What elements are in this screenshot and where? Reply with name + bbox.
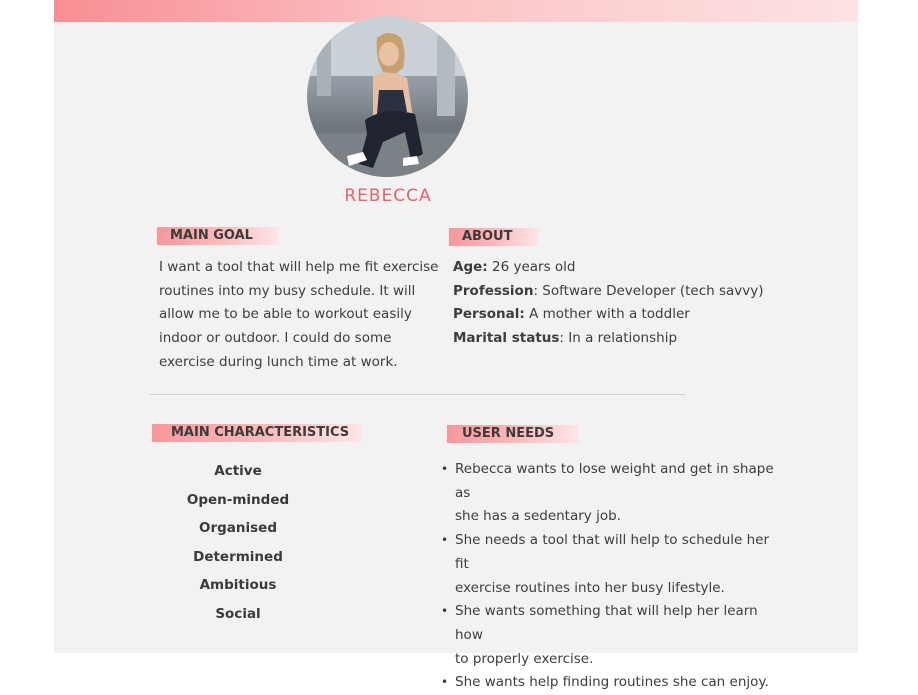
about-key: Personal <box>453 306 520 323</box>
main-goal-line: I want a tool that will help me fit exercise <box>159 259 439 275</box>
about-value: 26 years old <box>487 259 576 275</box>
trait-item: Organised <box>198 520 277 537</box>
trait-item: Active <box>214 463 262 479</box>
list-item <box>441 600 781 671</box>
need-line: she has a sedentary job. <box>455 508 621 525</box>
bullet-icon: • <box>441 604 449 619</box>
need-line: to properly exercise. <box>455 650 594 667</box>
need-line: She wants something that will help her learn how <box>455 603 758 643</box>
need-line: Rebecca wants to lose weight and get in shape as <box>455 461 774 501</box>
about-sep: : <box>533 282 539 299</box>
trait-item: Social <box>215 605 261 622</box>
about-age <box>453 256 773 280</box>
main-goal-line: allow me to be able to workout easily <box>159 306 412 323</box>
about-sep: : <box>519 306 525 323</box>
need-line: exercise routines into her busy lifestyle. <box>455 579 725 596</box>
about-personal <box>453 303 773 327</box>
about-key: Marital status <box>453 330 560 347</box>
main-goal-line: routines into my busy schedule. It will <box>159 282 416 299</box>
about-value: Software Developer (tech savvy) <box>538 282 764 299</box>
trait-item: Determined <box>193 548 283 565</box>
list-item <box>441 671 781 695</box>
need-line: She needs a tool that will help to schedule her fit <box>455 532 770 572</box>
main-goal-line: exercise during lunch time at work. <box>159 353 398 370</box>
user-needs-label: USER NEEDS <box>447 425 579 443</box>
about-value: A mother with a toddler <box>524 306 690 323</box>
user-needs-list <box>441 458 781 695</box>
characteristics-list <box>150 460 326 632</box>
about-key: Profession <box>453 282 534 299</box>
persona-name: REBECCA <box>344 186 432 206</box>
main-goal-line: indoor or outdoor. I could do some <box>159 330 392 347</box>
woman-sitting-photo-icon <box>307 16 468 177</box>
trait-item: Open-minded <box>186 491 290 508</box>
main-characteristics-label: MAIN CHARACTERISTICS <box>152 424 362 442</box>
about-sep: : <box>559 330 564 347</box>
about-key: Age <box>453 259 483 275</box>
list-item <box>441 529 781 600</box>
main-goal-text <box>159 256 439 375</box>
avatar <box>307 16 468 177</box>
about-sep: : <box>482 259 488 275</box>
bullet-icon: • <box>441 675 449 690</box>
about-details <box>453 256 773 351</box>
trait-item: Ambitious <box>199 577 277 594</box>
need-line: She wants help finding routines she can enjoy. <box>455 674 769 691</box>
list-item <box>441 458 781 529</box>
main-goal-label: MAIN GOAL <box>157 227 279 245</box>
bullet-icon: • <box>441 533 449 548</box>
about-profession <box>453 280 773 304</box>
about-value: In a relationship <box>563 330 678 347</box>
about-marital-status <box>453 327 773 351</box>
section-divider <box>149 394 685 395</box>
about-label: ABOUT <box>449 228 539 246</box>
bullet-icon: • <box>441 462 449 476</box>
